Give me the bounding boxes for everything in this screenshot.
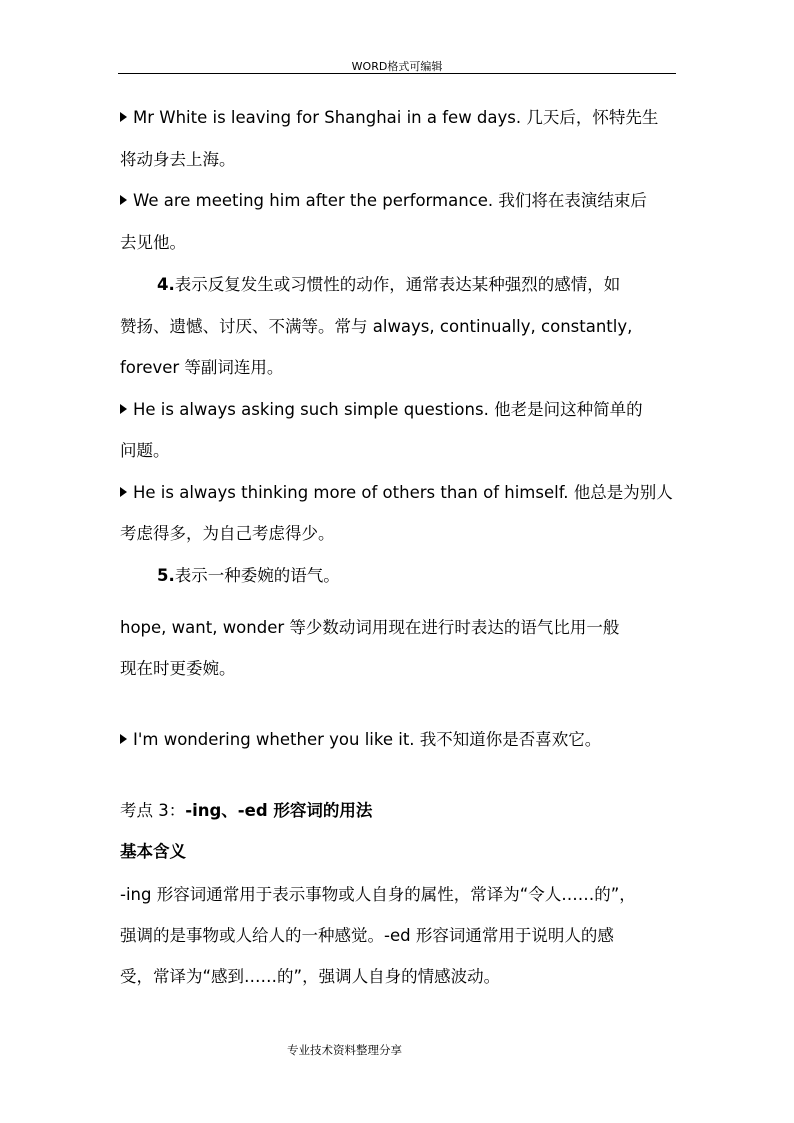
text-line: 去见他。 <box>120 233 186 252</box>
bullet-triangle-icon <box>120 195 127 205</box>
section-heading <box>120 800 372 822</box>
example-english: I'm wondering whether you like it. <box>133 730 415 749</box>
bullet-triangle-icon <box>120 404 127 414</box>
bullet-triangle-icon <box>120 487 127 497</box>
usage-text: 表示反复发生或习惯性的动作，通常表达某种强烈的感情，如 <box>174 275 621 294</box>
page-header: WORD格式可编辑 <box>351 60 443 73</box>
usage-heading <box>157 274 620 296</box>
body-line: 受，常译为“感到……的”，强调人自身的情感波动。 <box>120 967 501 986</box>
example-sentence <box>120 190 647 212</box>
bullet-triangle-icon <box>120 734 127 744</box>
text-line: hope, want, wonder 等少数动词用现在进行时表达的语气比用一般 <box>120 618 620 637</box>
example-english: He is always thinking more of others than of himself. <box>133 483 569 502</box>
example-sentence <box>120 482 673 504</box>
example-english: He is always asking such simple questions. <box>133 400 489 419</box>
example-sentence <box>120 399 643 421</box>
example-chinese: 几天后，怀特先生 <box>526 108 659 127</box>
example-sentence <box>120 107 658 129</box>
usage-number: 5. <box>157 566 175 585</box>
body-line: 强调的是事物或人给人的一种感觉。-ed 形容词通常用于说明人的感 <box>120 926 614 945</box>
text-line: forever 等副词连用。 <box>120 358 284 377</box>
text-line: 赞扬、遗憾、讨厌、不满等。常与 always, continually, constantly, <box>120 317 633 336</box>
example-chinese: 他老是问这种简单的 <box>494 400 643 419</box>
text-line: 现在时更委婉。 <box>120 659 236 678</box>
example-sentence <box>120 729 601 751</box>
example-chinese: 他总是为别人 <box>573 483 673 502</box>
example-chinese: 我们将在表演结束后 <box>498 191 647 210</box>
usage-number: 4. <box>157 275 175 294</box>
header-rule <box>118 73 676 74</box>
section-title: -ing、-ed 形容词的用法 <box>185 801 373 820</box>
text-line: 将动身去上海。 <box>120 150 236 169</box>
bullet-triangle-icon <box>120 112 127 122</box>
text-line: 问题。 <box>120 441 170 460</box>
section-subheading: 基本含义 <box>120 842 186 861</box>
usage-text: 表示一种委婉的语气。 <box>174 566 340 585</box>
usage-heading <box>157 565 340 587</box>
body-line: -ing 形容词通常用于表示事物或人自身的属性，常译为“令人……的”， <box>120 885 636 904</box>
text-line: 考虑得多，为自己考虑得少。 <box>120 524 335 543</box>
page-footer: 专业技术资料整理分享 <box>287 1043 402 1057</box>
section-label: 考点 3： <box>120 801 186 820</box>
example-english: We are meeting him after the performance. <box>133 191 494 210</box>
example-english: Mr White is leaving for Shanghai in a few days. <box>133 108 522 127</box>
example-chinese: 我不知道你是否喜欢它。 <box>419 730 602 749</box>
